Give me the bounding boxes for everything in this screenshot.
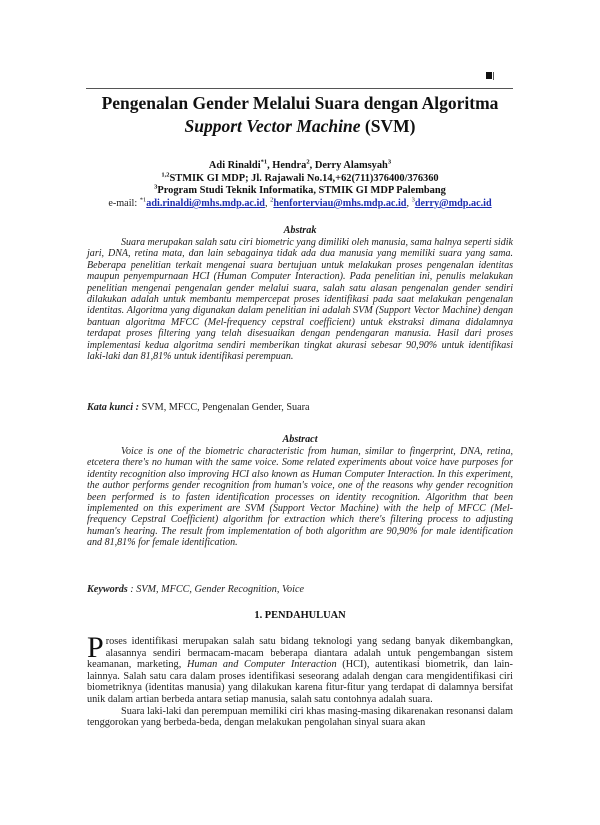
affiliation-2 bbox=[60, 185, 540, 198]
affiliation-text: Program Studi Teknik Informatika, STMIK GI MDP Palembang bbox=[157, 185, 446, 196]
author-name: Hendra bbox=[272, 160, 307, 171]
author-sup: 3 bbox=[387, 158, 392, 166]
abstract-body bbox=[87, 446, 513, 549]
email-sup: *1 bbox=[139, 196, 147, 204]
kata-kunci bbox=[87, 402, 513, 413]
email-link[interactable]: derry@mdp.ac.id bbox=[414, 198, 492, 209]
title-line-1: Pengenalan Gender Melalui Suara dengan Algoritma bbox=[101, 93, 499, 113]
email-link[interactable]: henforterviau@mhs.mdp.ac.id bbox=[273, 198, 407, 209]
email-sup: 2 bbox=[270, 196, 274, 204]
keywords bbox=[87, 584, 513, 595]
abstrak-body bbox=[87, 237, 513, 362]
paragraph-text: (HCI), autentikasi biometrik, dan lain-lainnya. Salah satu cara dalam proses identifikasi seseorang adalah dengan cara mengidentifikasi ciri biometriknya (identitas manusia) yang dilakukan karena fitur-fitur yang terdapat di dalamnya bersifat unik dalam artian berbeda antara setiap manusia, salah satu contohnya adalah suara. bbox=[87, 659, 513, 705]
abstract-text: Voice is one of the biometric characteristic from human, similar to fingerprint, DNA, retina, etcetera there's no human with the same voice. Some related experiments about voice have purposes for identity recognition also improving HCI also known as Human Computer Interaction. In this experiment, the author performs gender recognition from human's voice, one of the reasons why gender recognition been performed is to fasten identification processes on identity recognition. Algorithm that been implemented on this experiment are SVM (Support Vector Machine) with the help of MFCC (Mel-frequency Cepstral Coefficient) algorithm for extraction which there's filtering process to adjusting human's hearing. The result from implementation of both algorithm are 90,90% for male identification and 81,81% for female identification. bbox=[87, 446, 513, 549]
drop-cap: P bbox=[87, 631, 104, 664]
affiliation-sup: 3 bbox=[154, 183, 158, 191]
email-line: e-mail: $^{*1}$adi.rinaldi@mhs.mdp.ac.id, $^2$henforterviau@mhs.mdp.ac.id, $^3$derry@mdp.ac.id bbox=[108, 196, 492, 209]
keywords-label: Keywords bbox=[87, 584, 128, 595]
affiliation-text: STMIK GI MDP; Jl. Rajawali No.14,+62(711)376400/376360 bbox=[169, 172, 439, 184]
author-sup: *1 bbox=[260, 158, 268, 166]
paper-title bbox=[60, 92, 540, 138]
paragraph-2: Suara laki-laki dan perempuan memiliki ciri khas masing-masing dikarenakan resonansi dalam tenggorokan yang berbeda-beda, dengan melakukan pengolahan sinyal suara akan bbox=[87, 705, 513, 729]
paragraph-1 bbox=[87, 631, 513, 706]
author-name: Adi Rinaldi bbox=[208, 160, 261, 171]
title-line-2 bbox=[60, 115, 540, 138]
author-name: Derry Alamsyah bbox=[314, 160, 388, 171]
paragraph-italic: Human and Computer Interaction bbox=[186, 659, 337, 671]
page-marker-bar bbox=[493, 72, 494, 80]
abstrak-heading: Abstrak bbox=[283, 225, 317, 236]
title-rest: (SVM) bbox=[360, 116, 416, 136]
author-block bbox=[60, 160, 540, 198]
section-body bbox=[87, 631, 513, 729]
author-names: Adi Rinaldi$^{*1}$, Hendra$^2$, Derry Alamsyah$^3$ bbox=[208, 158, 392, 171]
affiliation-sup: 1,2 bbox=[161, 171, 170, 179]
email-sup: 3 bbox=[411, 196, 415, 204]
abstrak-text: Suara merupakan salah satu ciri biometric yang dimiliki oleh manusia, sama halnya seperti sidik jari, DNA, retina mata, dan lain sebagainya tidak ada dua manusia yang memiliki suara yang sama. Beberapa penelitian terkait mengenai suara bertujuan untuk melakukan proses pengenalan identitas maupun penyempurnaan HCI (Human Computer Interaction). Pada penelitian ini, penulis melakukan penelitian mengenai pengenalan gender melalui suara, salah satu alasan pengenalan gender sendiri dilakukan adalah untuk membantu mempercepat proses identifikasi pada saat melakukan pengenalan identitas. Algoritma yang digunakan dalam penelitian ini adalah SVM (Support Vector Machine) dengan bantuan algoritma MFCC (Mel-frequency cepstral coefficient) untuk ekstraksi dimana didalamnya terdapat proses filtering yang telah disesuaikan dengan pendengaran manusia. Hasil dari proses implementasi kedua algoritma sendiri memberikan tingkat akurasi sebesar 90,90% untuk identifikasi laki-laki dan 81,81% untuk identifikasi perempuan. bbox=[87, 237, 513, 363]
paragraph-text: roses identifikasi merupakan salah satu bidang teknologi yang sedang banyak dikembangkan, alasannya sendiri bermacam-macam beberapa diantara adalah untuk pengembangan sistem keamanan, marketing, bbox=[87, 636, 513, 671]
email-link[interactable]: adi.rinaldi@mhs.mdp.ac.id bbox=[146, 198, 265, 209]
page-number bbox=[486, 70, 494, 80]
keywords-values: : SVM, MFCC, Gender Recognition, Voice bbox=[127, 584, 305, 595]
section-heading: 1. PENDAHULUAN bbox=[254, 610, 346, 621]
affiliation-1 bbox=[60, 173, 540, 186]
abstract-heading: Abstract bbox=[282, 434, 318, 445]
page-marker-square-icon bbox=[486, 72, 492, 79]
kata-kunci-values: SVM, MFCC, Pengenalan Gender, Suara bbox=[139, 402, 310, 413]
title-italic: Support Vector Machine bbox=[184, 116, 361, 136]
email-label: e-mail: bbox=[108, 198, 140, 209]
kata-kunci-label: Kata kunci : bbox=[87, 402, 140, 413]
header-rule bbox=[86, 88, 513, 89]
author-sup: 2 bbox=[306, 158, 310, 166]
